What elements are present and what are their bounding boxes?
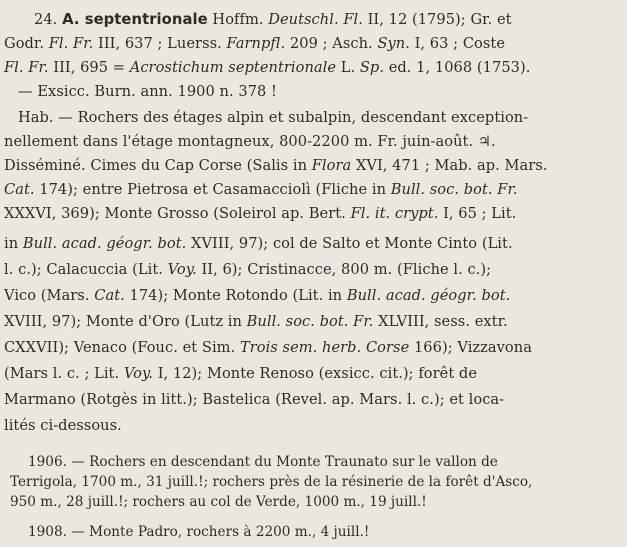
hab-line [0, 286, 627, 306]
obs-1908-line [0, 522, 627, 542]
italic-citation: Fl. Fr. [4, 59, 49, 76]
text-segment: CXXVII); Venaco (Fouc. et Sim. [4, 339, 240, 356]
hab-line [0, 416, 627, 436]
italic-citation: Syn. [377, 35, 410, 52]
hab-line [0, 260, 627, 280]
text-segment: III, 695 = [48, 59, 130, 76]
text-segment: L. [336, 59, 360, 76]
italic-citation: Trois sem. herb. Corse [239, 339, 410, 356]
italic-citation: Bull. soc. bot. Fr. [246, 313, 374, 330]
italic-citation: Farnpfl. [226, 35, 286, 52]
italic-citation: Cat. [4, 181, 35, 198]
entry-line-2 [0, 34, 627, 54]
italic-citation: Deutschl. Fl. [268, 11, 363, 28]
italic-citation: Bull. acad. géogr. bot. [22, 235, 187, 252]
hab-line [0, 108, 627, 128]
text-segment: 1906. — Rochers en descendant du Monte Traunato sur le vallon de [28, 454, 498, 470]
italic-citation: Sp. [359, 59, 385, 76]
text-segment: XXXVI, 369); Monte Grosso (Soleirol ap. Bert. [4, 205, 351, 222]
text-segment: 209 ; Asch. [285, 35, 378, 52]
text-segment: I, 65 ; Lit. [438, 205, 517, 222]
text-segment: XVIII, 97); col de Salto et Monte Cinto (Lit. [186, 235, 513, 252]
text-segment: Marmano (Rotgès in litt.); Bastelica (Revel. ap. Mars. l. c.); et loca- [4, 391, 505, 408]
text-segment: II, 6); Cristinacce, 800 m. (Fliche l. c.); [196, 261, 492, 278]
text-segment: l. c.); Calacuccia (Lit. [4, 261, 168, 278]
text-segment: lités ci-dessous. [4, 417, 122, 434]
italic-citation: Cat. [94, 287, 125, 304]
obs-1906-line [0, 492, 627, 512]
text-segment: Hoffm. [207, 11, 269, 28]
hab-line [0, 312, 627, 332]
text-segment: Vico (Mars. [4, 287, 95, 304]
entry-line-1 [0, 10, 627, 30]
text-segment: Godr. [4, 35, 49, 52]
entry-number: 24. [34, 11, 58, 28]
text-segment: ed. 1, 1068 (1753). [384, 59, 531, 76]
text-segment: 174); Monte Rotondo (Lit. in [124, 287, 347, 304]
text-segment: 950 m., 28 juill.!; rochers au col de Verde, 1000 m., 19 juill.! [10, 494, 427, 510]
text-segment: Disséminé. Cimes du Cap Corse (Salis in [4, 157, 312, 174]
obs-1906-line [0, 472, 627, 492]
italic-citation: Fl. Fr. [48, 35, 94, 52]
text-segment: I, 12); Monte Renoso (exsicc. cit.); forêt de [153, 365, 478, 382]
text-segment: nellement dans l'étage montagneux, 800-2200 m. Fr. juin-août. ♃. [4, 133, 496, 150]
text-segment: XVI, 471 ; Mab. ap. Mars. [351, 157, 548, 174]
text-segment: Terrigola, 1700 m., 31 juill.!; rochers près de la résinerie de la forêt d'Asco, [10, 474, 533, 490]
italic-citation: Bull. acad. géogr. bot. [346, 287, 511, 304]
text-segment: in [4, 235, 23, 252]
hab-line [0, 390, 627, 410]
hab-line [0, 156, 627, 176]
hab-line [0, 234, 627, 254]
italic-citation: Voy. [167, 261, 197, 278]
hab-line [0, 338, 627, 358]
italic-citation: Bull. soc. bot. Fr. [390, 181, 518, 198]
text-segment: (Mars l. c. ; Lit. [4, 365, 124, 382]
entry-line-1-rest [208, 11, 512, 28]
text-segment: XVIII, 97); Monte d'Oro (Lutz in [4, 313, 247, 330]
hab-line [0, 364, 627, 384]
species-name: A. septentrionale [62, 11, 208, 28]
text-segment: 1908. — Monte Padro, rochers à 2200 m., 4 juill.! [28, 524, 370, 540]
text-segment: 174); entre Pietrosa et Casamacciolì (Fliche in [34, 181, 391, 198]
entry-line-4 [0, 82, 627, 102]
hab-line [0, 204, 627, 224]
italic-citation: Voy. [123, 365, 153, 382]
entry-line-3 [0, 58, 627, 78]
italic-citation: Acrostichum septentrionale [129, 59, 337, 76]
hab-line [0, 132, 627, 152]
obs-1906-line [0, 452, 627, 472]
text-segment: I, 63 ; Coste [409, 35, 506, 52]
italic-citation: Fl. it. crypt. [350, 205, 439, 222]
text-segment: II, 12 (1795); Gr. et [362, 11, 512, 28]
hab-line [0, 180, 627, 200]
text-segment: XLVIII, sess. extr. [373, 313, 508, 330]
text-segment: 166); Vizzavona [409, 339, 532, 356]
text-segment: — Exsicc. Burn. ann. 1900 n. 378 ! [18, 83, 277, 100]
text-segment: Hab. — Rochers des étages alpin et subalpin, descendant exception- [18, 109, 529, 126]
text-segment: III, 637 ; Luerss. [93, 35, 227, 52]
italic-citation: Flora [311, 157, 352, 174]
